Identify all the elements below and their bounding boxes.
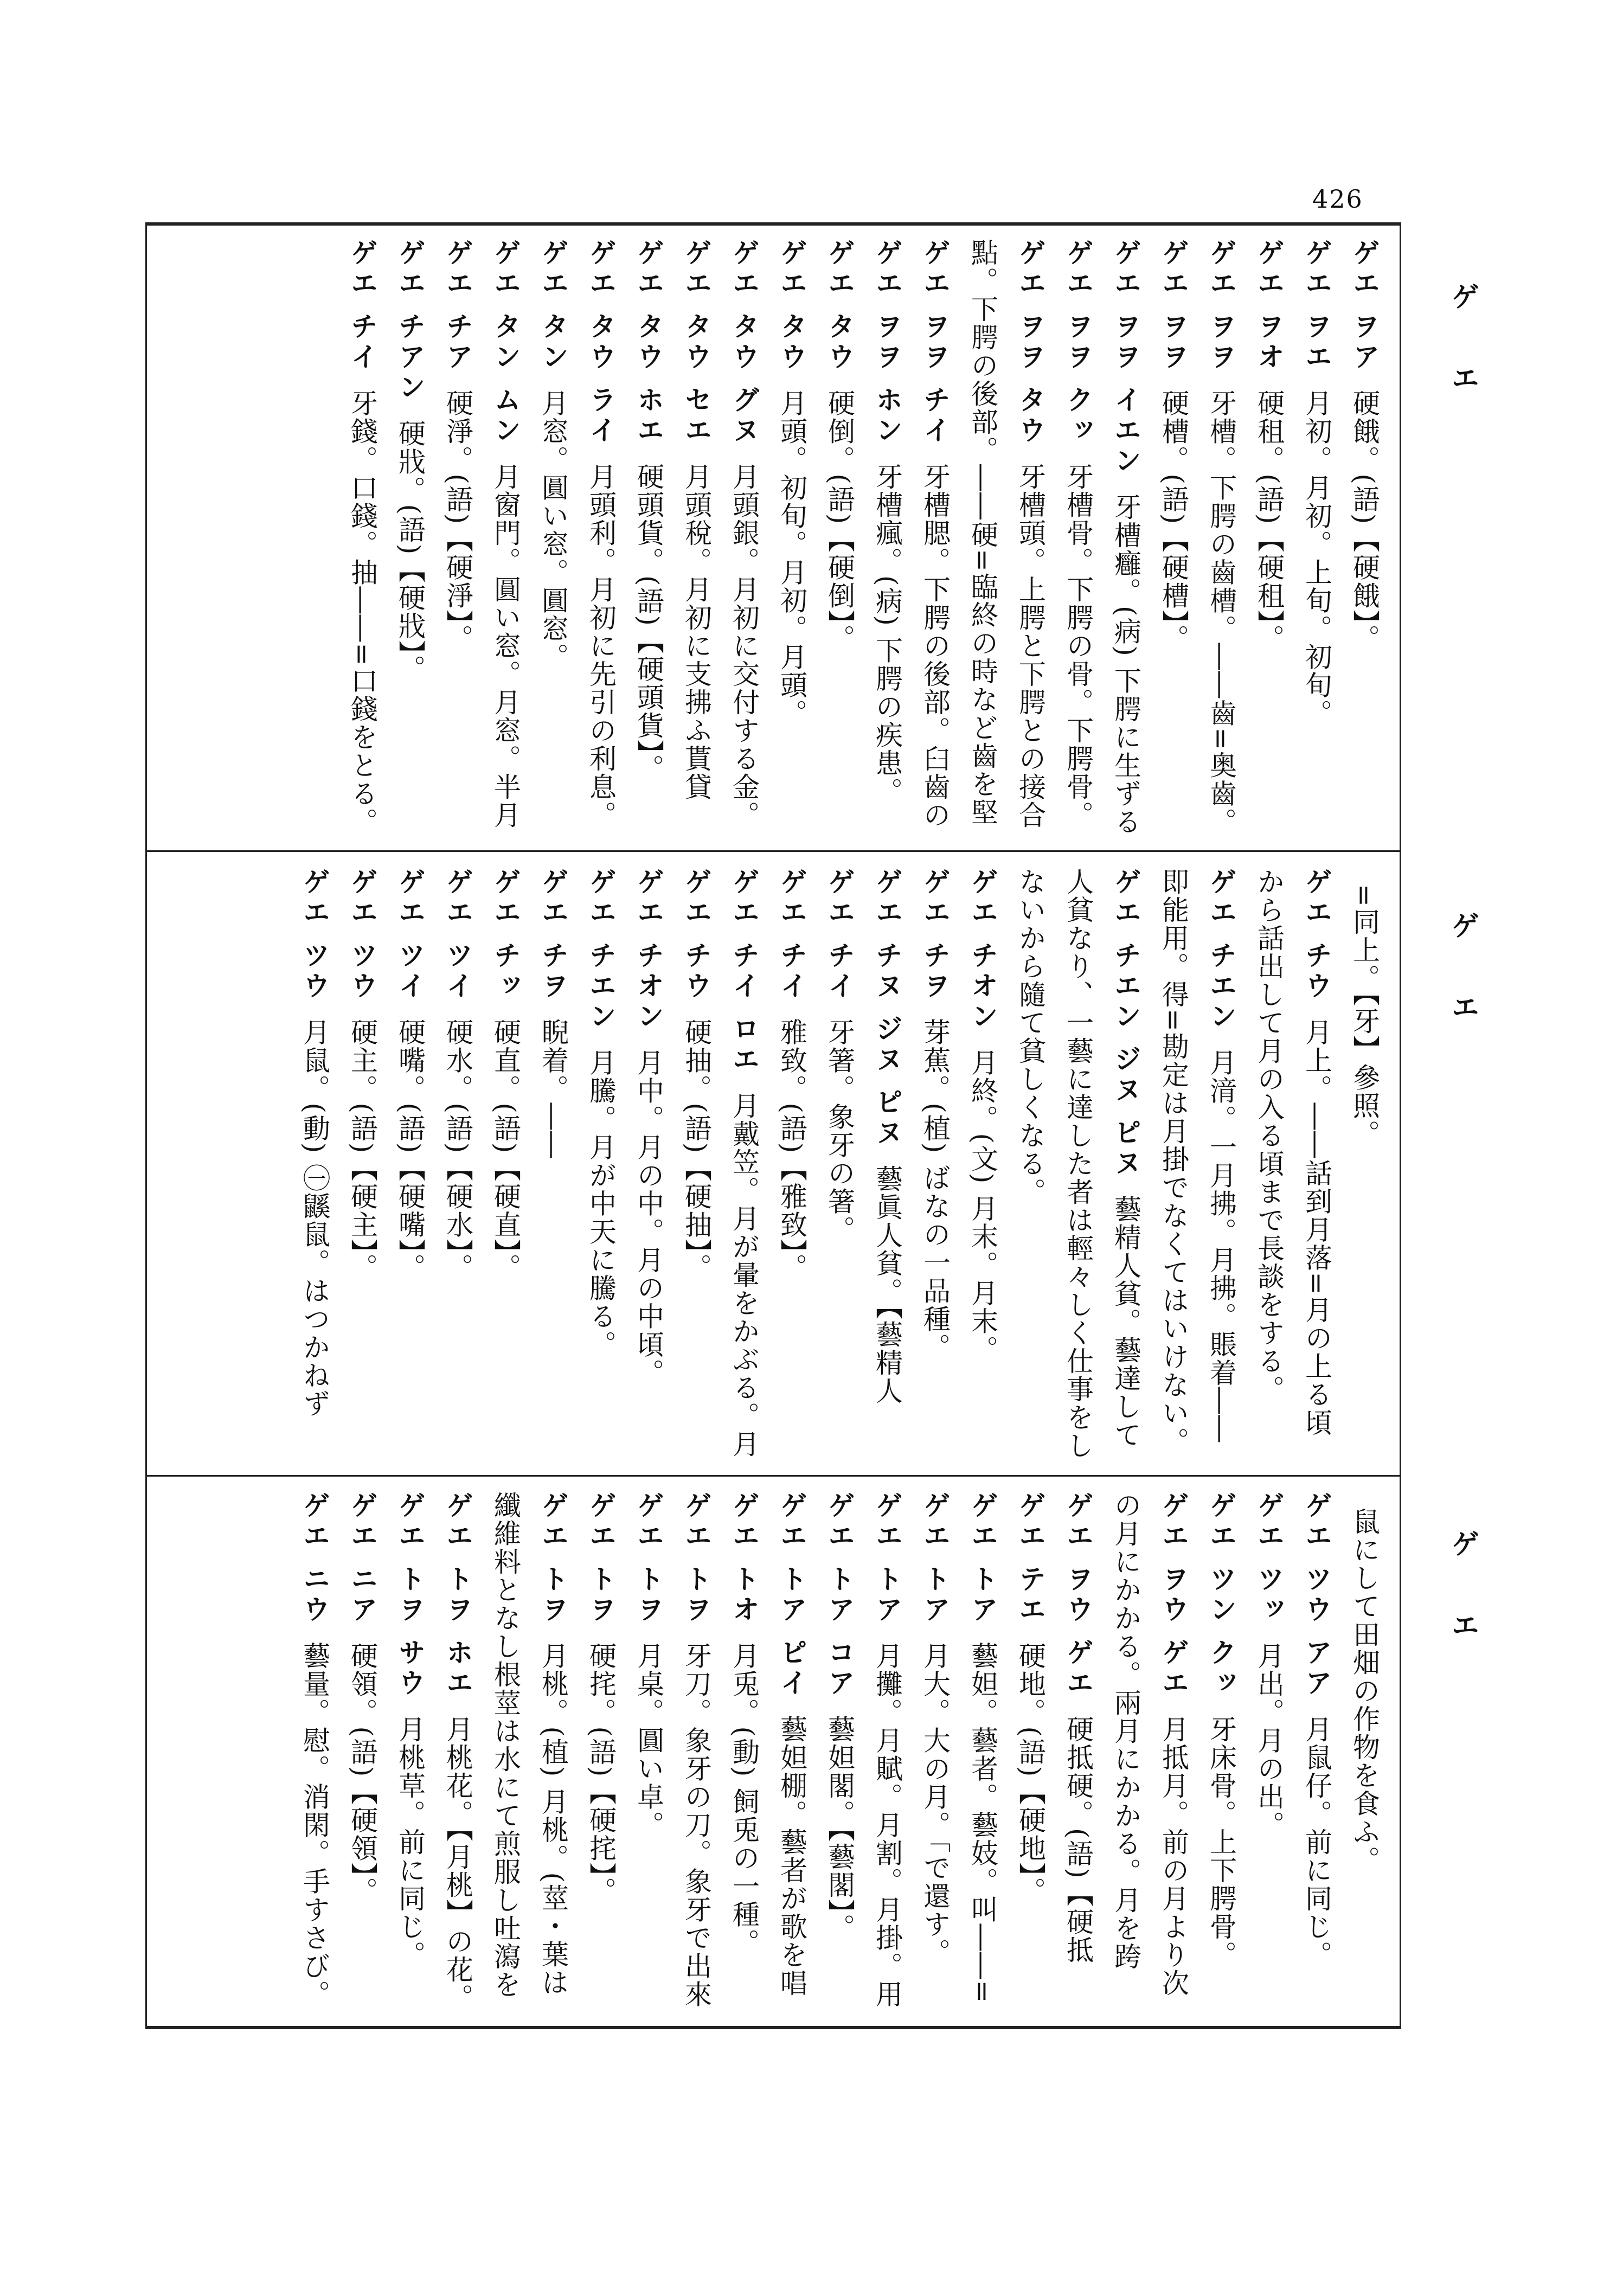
running-header: ゲ エ — [1446, 1529, 1479, 1661]
entry-head: ゲエ タン ムン — [490, 239, 521, 446]
dictionary-entry — [625, 868, 672, 1464]
dictionary-entry — [720, 868, 768, 1464]
entry-head: ゲエ チアン — [394, 239, 426, 403]
entry-head: ゲエ チイ — [347, 239, 378, 373]
entry-head: ゲエ チウ — [681, 868, 712, 1002]
entry-text: 硬水。(語)【硬水】。 — [442, 1018, 473, 1282]
page-number: 426 — [1312, 184, 1363, 214]
entry-head: ゲエ ヲエ — [1301, 239, 1332, 373]
entry-text: 牙槽瘋。(病) 下腭の疾患。 — [871, 462, 903, 806]
dictionary-entry — [1340, 239, 1388, 841]
entry-head: ゲエ タウ ライ — [585, 239, 617, 446]
entry-text: 藝妲棚。藝者が歌を唱 — [776, 1715, 807, 1997]
entry-text: 月桃花。【月桃】の花。 — [442, 1715, 473, 2012]
dictionary-entry — [672, 239, 720, 841]
entry-head: ゲエ ツイ — [442, 868, 473, 1002]
entry-text: 月出。月の出。 — [1253, 1641, 1285, 1839]
entry-text: 月大。大の月。「で還す。 — [919, 1641, 951, 1967]
entry-text: 月騰。月が中天に騰る。 — [585, 1048, 617, 1359]
dictionary-entry — [482, 868, 529, 1464]
entry-text: 藝精人貧。藝達して人貧なり、一藝に達した者は輕々しく仕事をしないから隨て貧しくなる。 — [1015, 868, 1141, 1460]
running-header: ゲ エ — [1446, 911, 1479, 1043]
dictionary-entry — [768, 239, 816, 841]
dictionary-entry — [720, 239, 768, 841]
entry-text: 月攤。月賦。月割。月掛。用 — [871, 1641, 903, 2009]
entry-head: ゲエ ツウ — [299, 868, 330, 1002]
entry-head: ゲエ ヲア — [1349, 239, 1380, 373]
entry-head: ゲエ タウ ホエ — [633, 239, 664, 446]
entry-head: ゲエ ヲウ ゲエ — [1158, 1491, 1189, 1699]
entry-text: 月桌。圓い卓。 — [633, 1641, 664, 1839]
dictionary-entry — [482, 239, 529, 841]
running-header: ゲ エ — [1446, 282, 1479, 414]
dictionary-entry — [1340, 1491, 1388, 2012]
entry-head: ゲエ チエン — [585, 868, 617, 1032]
entry-head: ゲエ トヲ サウ — [394, 1491, 426, 1699]
entry-head: ゲエ ヲヲ ホン — [871, 239, 903, 446]
entry-text: 牙槽骨。下腭の骨。下腭骨。 — [1062, 462, 1094, 829]
entry-text: 硬淨。(語)【硬淨】。 — [442, 389, 473, 653]
entry-text: 月戴笠。月が暈をかぶる。月 — [728, 1091, 760, 1458]
dictionary-entry — [577, 868, 625, 1464]
entry-head: ゲエ ヲヲ クッ — [1062, 239, 1094, 446]
entry-text: =同上。【牙】參照。 — [1349, 884, 1380, 1148]
dictionary-entry — [1197, 1491, 1245, 2012]
entry-head: ゲエ チア — [442, 239, 473, 373]
entry-head: ゲエ チイ — [824, 868, 855, 1002]
dictionary-entry — [959, 1491, 1006, 2012]
entry-text: 月窗門。圓い窓。月窓。半月 — [490, 462, 521, 829]
dictionary-entry — [338, 1491, 386, 2012]
dictionary-entry — [386, 868, 434, 1464]
entry-head: ゲエ チエン — [1205, 868, 1237, 1032]
dictionary-entry — [1197, 239, 1245, 841]
dictionary-entry — [1293, 239, 1340, 841]
dictionary-entry — [482, 1491, 577, 2012]
entry-head: ゲエ ヲウ ゲエ — [1062, 1491, 1094, 1699]
entry-text: 芽蕉。(植) ばなの一品種。 — [919, 1018, 951, 1362]
entry-head: ゲエ ヲヲ — [1205, 239, 1237, 373]
entry-text: 月抵月。前の月より次の月にかかる。兩月にかかる。月を跨 — [1110, 1491, 1189, 1997]
entry-head: ゲエ タン — [537, 239, 569, 373]
entry-head: ゲエ ツイ — [394, 868, 426, 1002]
entry-head: ゲエ チイ ロエ — [728, 868, 760, 1075]
entry-text: 硬嘴。(語)【硬嘴】。 — [394, 1018, 426, 1282]
entry-text: 月桃草。前に同じ。 — [394, 1715, 426, 1969]
dictionary-entry — [529, 868, 577, 1464]
entry-head: ゲエ トヲ ホエ — [442, 1491, 473, 1699]
entry-head: ゲエ テエ — [1015, 1491, 1046, 1626]
dictionary-entry — [1102, 1491, 1197, 2012]
entry-text: 硬倒。(語)【硬倒】。 — [824, 389, 855, 653]
entry-text: 牙錢。口錢。抽――=口錢をとる。 — [347, 389, 378, 836]
entry-text: 硬租。(語)【硬租】。 — [1253, 389, 1285, 653]
entry-text: 月頭稅。月初に支拂ふ貰貸 — [681, 462, 712, 801]
dictionary-entry — [816, 1491, 863, 2012]
entry-head: ゲエ ツッ — [1253, 1491, 1285, 1626]
entry-head: ゲエ トヲ — [681, 1491, 712, 1626]
entry-head: ゲエ チオン — [633, 868, 664, 1032]
dictionary-entry — [529, 239, 577, 841]
dictionary-entry — [911, 1491, 959, 2012]
entry-text: 牙槽腮。下腭の後部。臼齒の — [919, 462, 951, 829]
dictionary-entry — [672, 868, 720, 1464]
entry-text: 月終。(文) 月末。月末。 — [967, 1048, 998, 1364]
dictionary-entry — [911, 239, 959, 841]
entry-head: ゲエ タウ — [824, 239, 855, 373]
entry-head: ゲエ ヲヲ イエン — [1110, 239, 1141, 477]
entry-text: 藝妲。藝者。藝妓。叫――= — [967, 1641, 998, 2004]
entry-text: 藝妲閣。【藝閣】。 — [824, 1715, 855, 1942]
dictionary-entry — [291, 868, 338, 1464]
entry-text: 硬戕。(語)【硬戕】。 — [394, 419, 426, 683]
entry-text: 牙床骨。上下腭骨。 — [1205, 1715, 1237, 1969]
entry-text: 硬挓。(語)【硬挓】。 — [585, 1641, 617, 1906]
entry-head: ゲエ チッ — [490, 868, 521, 1002]
section-divider — [145, 1475, 1401, 1477]
entry-head: ゲエ ニウ — [299, 1491, 330, 1626]
entry-text: 牙箸。象牙の箸。 — [824, 1018, 855, 1244]
dictionary-entry — [577, 239, 625, 841]
dictionary-section-2 — [157, 868, 1388, 1464]
entry-text: 雅致。(語)【雅致】。 — [776, 1018, 807, 1282]
entry-head: ゲエ トア ピイ — [776, 1491, 807, 1699]
entry-text: 月桃。(植) 月桃。(莖・葉は纖維料となし根莖は水にて煎服し吐瀉を — [490, 1491, 569, 1999]
entry-text: 硬抵硬。(語)【硬抵 — [1062, 1715, 1094, 1964]
entry-head: ゲエ タウ — [776, 239, 807, 373]
entry-head: ゲエ ツウ アア — [1301, 1491, 1332, 1699]
entry-text: 硬直。(語)【硬直】。 — [490, 1018, 521, 1282]
entry-head: ゲエ チウ — [1301, 868, 1332, 1002]
entry-text: 月頭。初旬。月初。月頭。 — [776, 389, 807, 728]
entry-text: 牙槽頭。上腭と下腭との接合點。下腭の後部。――硬=臨終の時など齒を堅 — [967, 239, 1046, 829]
entry-text: 硬抽。(語)【硬抽】。 — [681, 1018, 712, 1282]
dictionary-entry — [1340, 868, 1388, 1464]
dictionary-entry — [1006, 1491, 1054, 2012]
dictionary-entry — [720, 1491, 768, 2012]
dictionary-section-1 — [157, 239, 1388, 841]
entry-head: ゲエ トア コア — [824, 1491, 855, 1699]
dictionary-section-3 — [157, 1491, 1388, 2012]
dictionary-entry — [434, 239, 482, 841]
entry-head: ゲエ トア — [871, 1491, 903, 1626]
dictionary-entry — [1006, 868, 1150, 1464]
dictionary-entry — [291, 1491, 338, 2012]
entry-text: 月窓。圓い窓。圓窓。 — [537, 389, 569, 671]
entry-head: ゲエ トア — [967, 1491, 998, 1626]
entry-head: ゲエ チヲ — [537, 868, 569, 1002]
entry-text: 牙槽。下腭の齒槽。――齒=奥齒。 — [1205, 389, 1237, 836]
dictionary-entry — [625, 239, 672, 841]
entry-head: ゲエ トア — [919, 1491, 951, 1626]
entry-head: ゲエ ヲヲ タウ — [1015, 239, 1046, 446]
dictionary-entry — [1150, 239, 1197, 841]
dictionary-entry — [1245, 1491, 1293, 2012]
entry-head: ゲエ ツン クッ — [1205, 1491, 1237, 1699]
entry-head: ゲエ チイ — [776, 868, 807, 1002]
entry-text: 月初。月初。上旬。初旬。 — [1301, 389, 1332, 728]
section-divider — [145, 850, 1401, 852]
entry-head: ゲエ タウ グヌ — [728, 239, 760, 446]
dictionary-entry — [672, 1491, 720, 2012]
dictionary-entry — [577, 1491, 625, 2012]
entry-text: 硬餓。(語)【硬餓】。 — [1349, 389, 1380, 653]
entry-head: ゲエ ツウ — [347, 868, 378, 1002]
entry-head: ゲエ ヲオ — [1253, 239, 1285, 373]
dictionary-entry — [1293, 1491, 1340, 2012]
entry-text: 月兎。(動) 飼兎の一種。 — [728, 1641, 760, 1957]
dictionary-entry — [338, 239, 386, 841]
entry-text: 硬領。(語)【硬領】。 — [347, 1641, 378, 1906]
dictionary-entry — [1245, 239, 1293, 841]
entry-head: ゲエ ニア — [347, 1491, 378, 1626]
entry-head: ゲエ チオン — [967, 868, 998, 1032]
entry-head: ゲエ チエン ジヌ ピヌ — [1110, 868, 1141, 1179]
dictionary-entry — [434, 868, 482, 1464]
entry-head: ゲエ チヲ — [919, 868, 951, 1002]
entry-text: 硬地。(語)【硬地】。 — [1015, 1641, 1046, 1906]
dictionary-entry — [1054, 1491, 1102, 2012]
entry-head: ゲエ ヲヲ チイ — [919, 239, 951, 446]
dictionary-entry — [1150, 868, 1245, 1464]
dictionary-entry — [816, 239, 863, 841]
entry-text: 月頭利。月初に先引の利息。 — [585, 462, 617, 829]
dictionary-entry — [911, 868, 959, 1464]
dictionary-entry — [1054, 239, 1102, 841]
entry-text: 硬頭貨。(語)【硬頭貨】。 — [633, 462, 664, 783]
dictionary-entry — [386, 239, 434, 841]
entry-text: 睨着。―― — [537, 1018, 569, 1159]
entry-head: ゲエ トオ — [728, 1491, 760, 1626]
dictionary-entry — [768, 1491, 816, 2012]
dictionary-entry — [338, 868, 386, 1464]
entry-text: 硬主。(語)【硬主】。 — [347, 1018, 378, 1282]
entry-head: ゲエ トヲ — [537, 1491, 569, 1626]
dictionary-entry — [768, 868, 816, 1464]
dictionary-entry — [386, 1491, 434, 2012]
entry-text: 月湇。一月拂。月拂。賬着――即能用。得=勘定は月掛でなくてはいけない。 — [1158, 868, 1237, 1455]
entry-text: 月中。月の中。月の中頃。 — [633, 1048, 664, 1387]
entry-text: 硬槽。(語)【硬槽】。 — [1158, 389, 1189, 653]
entry-text: 月鼠仔。前に同じ。 — [1301, 1715, 1332, 1969]
dictionary-entry — [1102, 239, 1150, 841]
dictionary-entry — [863, 239, 911, 841]
entry-text: 月上。――話到月落=月の上る頃から話出して月の入る頃まで長談をする。 — [1253, 868, 1332, 1437]
entry-head: ゲエ ヲヲ — [1158, 239, 1189, 373]
entry-text: 藝量。慰。消閑。手すさび。 — [299, 1641, 330, 2009]
entry-text: 鼠にして田畑の作物を食ふ。 — [1349, 1508, 1380, 1874]
entry-text: 月鼠。(動) ㊀鼷鼠。はつかねず — [299, 1018, 330, 1418]
entry-text: 牙刀。象牙の刀。象牙で出來 — [681, 1641, 712, 2009]
dictionary-entry — [625, 1491, 672, 2012]
dictionary-entry — [863, 868, 911, 1464]
dictionary-entry — [863, 1491, 911, 2012]
dictionary-entry — [816, 868, 863, 1464]
entry-text: 月頭銀。月初に交付する金。 — [728, 462, 760, 829]
entry-head: ゲエ トヲ — [633, 1491, 664, 1626]
entry-text: 牙槽癰。(病) 下腭に生ずる — [1110, 492, 1141, 836]
dictionary-entry — [1245, 868, 1340, 1464]
entry-head: ゲエ チヌ ジヌ ピヌ — [871, 868, 903, 1149]
entry-head: ゲエ タウ セエ — [681, 239, 712, 446]
dictionary-entry — [959, 239, 1054, 841]
entry-text: 藝眞人貧。【藝精人 — [871, 1165, 903, 1406]
dictionary-entry — [959, 868, 1006, 1464]
entry-head: ゲエ トヲ — [585, 1491, 617, 1626]
dictionary-entry — [434, 1491, 482, 2012]
